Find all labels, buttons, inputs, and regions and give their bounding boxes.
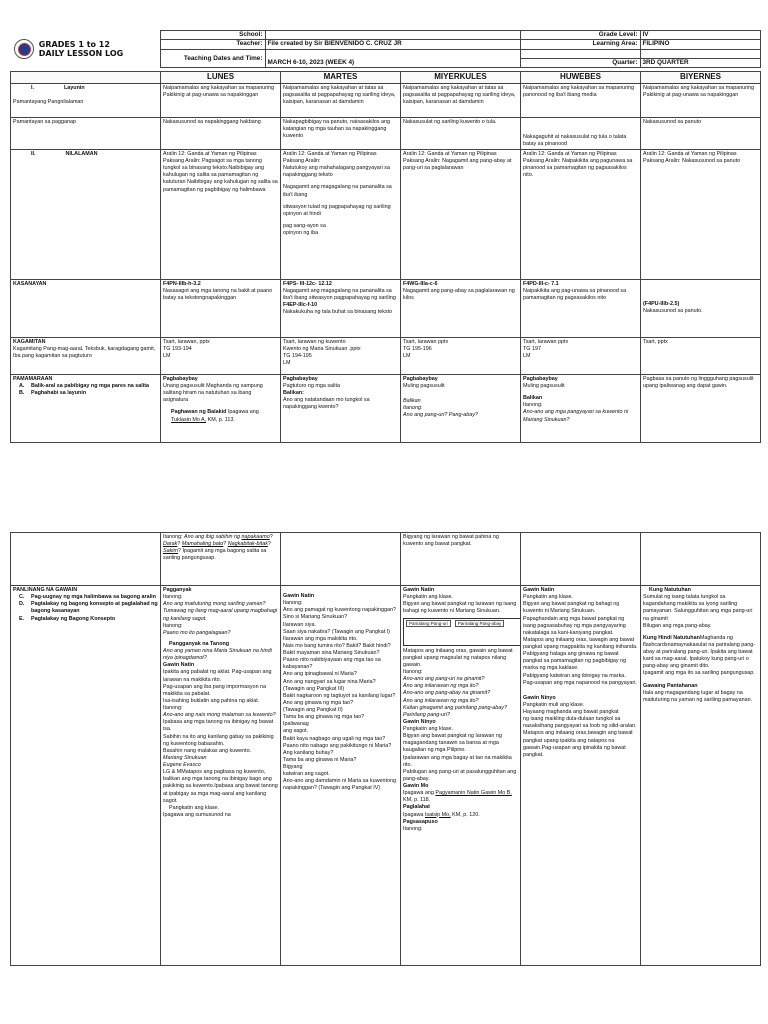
pamamaraan-martes: Pagbabaybay Pagtuturo ng mga salita Balikan: Ano ang natatandaan mo tungkol sa napakinggang kwento? <box>281 374 401 442</box>
pamantayan-martes: Nakapagbibigay na panuto, naisasakilos ang katangian ng mga tauhan sa napakinggang kuwento <box>281 117 401 149</box>
pamantayan-miyerkules: Nakasusulat ng sariling kuwento o tula. <box>401 117 521 149</box>
lesson-log-page-2 <box>10 532 760 966</box>
document-title: GRADES 1 to 12 DAILY LESSON LOG <box>38 39 124 59</box>
layunin-miyerkules: Naipamamalas ang kakayahan at tatas sa pagsasalita at pagpapahayag ng sariling ideya, kaisipan, karanasan at damdamin <box>401 83 521 117</box>
pamamaraan-biyernes: Pagbasa sa panuto ng linggguhang pagsusulit upang ipaliwanag ang dapat gawin. <box>641 374 761 442</box>
teacher-value: File created by Sir BIENVENIDO C. CRUZ JR <box>265 40 520 49</box>
kasanayan-miyerkules: F4WG-IIIa-c-6 Nagagamit ang pang-abay sa paglalarawan ng kilos <box>401 279 521 337</box>
kasanayan-biyernes: (F4PU-IIIb-2.5) Nakasusunod sa panuto. <box>641 279 761 337</box>
row-pamamaraan <box>11 374 761 442</box>
quarter-value: 3RD QUARTER <box>640 58 760 67</box>
cont-lunes: Itanong: Ano ang ibig sabihin ng napakaamo? Darak? Mamahaling bato? Nagkabitak-bitak? Sakim? Ipagamit ang mga bagong salita sa sariling pangungusap. <box>161 533 281 586</box>
teacher-label: Teacher: <box>160 40 265 49</box>
kagamitan-miyerkules: Tsart, larawan pptx TG 195-196 LM <box>401 337 521 374</box>
row-kagamitan <box>11 337 761 374</box>
row-pamantayan <box>11 117 761 149</box>
pamantayan-lunes: Nakasusunod sa napakinggang hakbang <box>161 117 281 149</box>
nilalaman-label: II. NILALAMAN <box>11 149 161 279</box>
kagamitan-label: KAGAMITAN Kagamitang Pang-mag-aaral, Teksbuk, karagdagang gamit, Iba pang kagamitan sa pagtuturo <box>11 337 161 374</box>
area-label: Learning Area: <box>520 40 640 49</box>
day-miyerkules: MIYERKULES <box>401 72 521 84</box>
pamantayan-huwebes: Nakagaguhit at nakasusulat ng tula o talata batay sa pinanood <box>521 117 641 149</box>
nilalaman-lunes: Aralin 12: Ganda at Yaman ng Pilipinas Paksang Aralin: Pagsagot sa mga tanong tungkol sa binasang teksto.Naibibigay ang kahulugan ng salita sa pamamagitan ng katuturan Naibibigay ang kahulugan ng salita sa pamamagitan ng pagbibigay ng halimbawa <box>161 149 281 279</box>
row-continuation <box>11 533 761 586</box>
kagamitan-martes: Tsart, larawan ng kuwento Kwento ng Maria Sinukuan .pptx TG 194-195 LM <box>281 337 401 374</box>
layunin-martes: Naipamamalas ang kakayahan at tatas sa pagsasalita at pagpapahayag ng sariling ideya, kaisipan, karanasan at damdamin <box>281 83 401 117</box>
panlinang-label: PANLINANG NA GAWAIN C. Pag-uugnay ng mga halimbawa sa bagong aralin D. Pagtalakay ng bagong konsepto at paglalahad ng bagong kasanayan E. Pagtalakay ng Bagong Konsepto <box>11 586 161 966</box>
dates-value: MARCH 6-10, 2023 (WEEK 4) <box>265 49 520 67</box>
nilalaman-biyernes: Aralin 12: Ganda at Yaman ng Pilipinas Paksang Aralin: Nakasusunod sa panuto <box>641 149 761 279</box>
layunin-huwebes: Naipamamalas ang kakayahan sa mapanuring panonood ng iba't ibang media <box>521 83 641 117</box>
grade-value: IV <box>640 31 760 40</box>
school-label: School: <box>160 31 265 40</box>
nilalaman-martes: Aralin 12: Ganda at Yaman ng Pilipinas Paksang Aralin: Natutukoy ang mahahalagang pangyayari sa napakinggang teksto Nagagamit ang magagalang na pananalita sa iba't ibang sitwasyon tulad ng pagpapahayag ng sariling opinyon at hindi pag sang-ayon sa opinyon ng iba <box>281 149 401 279</box>
panlinang-biyernes: Kung Natutuhan Sumulat ng isang talata tungkol sa kagandahang makikita sa iyong sariling pamayanan. Salungguhitan ang mga pang-uri na ginamit Bilugan ang mga pang-abay. Kung Hindi NatutuhanMaghanda ng flashcardsnamaynakasulat na pariralang pang-abay at pariralang pang-uri. Ipakita ang bawat kard sa mag-aaral. Ipatukoy kung pang-uri o pang-abay ang ginamit dito. Ipagamit ang mga ito sa sariling pangungusap. Gawaing Pantahanan Itala ang magagandang lugar at bagay na maituturing na yaman ng sariling pamayanan. <box>641 586 761 966</box>
row-kasanayan <box>11 279 761 337</box>
pamantayan-label: Pamantayan sa pagganap <box>11 117 161 149</box>
quarter-label: Quarter: <box>520 58 640 67</box>
kasanayan-martes: F4PS- III-12c- 12.12 Nagagamit ang magagalang na pananalita sa iba't ibang sitwasyon pagpapahayag ng sariling F4EP-IIIc-f-10 Nakakukuha ng tala buhat sa binasang teksto <box>281 279 401 337</box>
pamamaraan-lunes: Pagbabaybay Unang pagsusulit Maghanda ng sampung salitang hiram na natutuhan sa ibang asignatura Paghawan ng Balakid Ipagawa ang Tuklasin Mo A, KM, p. 113. <box>161 374 281 442</box>
kagamitan-biyernes: Tsart, pptx <box>641 337 761 374</box>
kasanayan-huwebes: F4PD-III-c- 7.1 Naipakikita ang pag-unawa sa pinanood sa pamamagitan ng pagsasakilos nito <box>521 279 641 337</box>
pang-uri-column-header: Pariralang Pang-uri <box>406 620 451 628</box>
pamamaraan-label: PAMAMARAAN A. Balik-aral sa pabibigay ng mga pares na salita B. Paghahabi sa layunin <box>11 374 161 442</box>
layunin-biyernes: Naipamamalas ang kakayahan sa mapanuring Pakikinig at pag-unawa sa napakinggan <box>641 83 761 117</box>
pang-uri-pang-abay-table <box>403 618 521 646</box>
panlinang-huwebes: Gawin Natin Pangkatin ang klase. Bigyan ang bawat pangkat ng bahagi ng kuwento ni Mariang Sinukuan. Papaghandain ang mga bawat pangkat ng isang pagsasabuhay ng mga pangyayaring nakatalaga sa kani-kaniyang pangkat. Matapos ang inilaang oras, tawagin ang bawat pangkat upang magpakita ng kanilang inihanda. Pabigyang halaga ang ginawa ng bawat pangkat sa pamamagitan ng pagbibigay ng marka ng mga kaklase. Pabigyang katwiran ang ibinigay na marka. Pag-usapan ang mga napanood na pangyayari. Gawin Ninyo Pangkatin muli ang klase. Hayaang maghanda ang bawat pangkat ng isang maikling dula-dulaan tungkol sa nasaksihang pangyayari sa loob ng silid-aralan. Matapos ang inilaang oras,tawagin ang bawat pangkat upang ipakita ang natapos na gawain.Pag-usapan ang ipinakita ng bawat pangkat. <box>521 586 641 966</box>
kasanayan-label: KASANAYAN <box>11 279 161 337</box>
lesson-table-2 <box>10 532 761 966</box>
layunin-label: I. Layunin Pamantayang Pangnilalaman <box>11 83 161 117</box>
kagamitan-huwebes: Tsart, larawan pptx TG 197 LM <box>521 337 641 374</box>
area-value: FILIPINO <box>640 40 760 49</box>
pang-abay-column-header: Pariralang Pang-abay <box>455 620 505 628</box>
lesson-table-1 <box>10 71 761 443</box>
kagamitan-lunes: Tsart, larawan, pptx TG 193-194 LM <box>161 337 281 374</box>
pamamaraan-miyerkules: Pagbabaybay Muling pagsusulit Balikan Itanong: Ano ang pang-uri? Pang-abay? <box>401 374 521 442</box>
row-nilalaman <box>11 149 761 279</box>
header-logo-cell <box>10 31 160 68</box>
cont-miyerkules: Bigyang ng larawan ng bawat pahina ng kuwento ang bawat pangkat. <box>401 533 521 586</box>
row-layunin <box>11 83 761 117</box>
deped-seal-logo <box>14 39 34 59</box>
header-table <box>10 30 761 68</box>
pamamaraan-huwebes: Pagbabaybay Muling pagsusulit Balikan Itanong: Ano-ano ang mga pangyayari sa kuwento ni Mariang Sinukuan? <box>521 374 641 442</box>
panlinang-lunes: Pagganyak Itanong: Ano ang maituturing mong sariling yaman? Tumawag ng ilang mag-aaral upang magbahagi ng kanilang sagot. Itanong: Paano mo ito pangalagaan? Pangganyak na Tanong Ano ang yaman nina Maria Sinukuan na hindi niya ipinagdamot? Gawin Natin Ipakita ang pabalat ng aklat. Pag-usapan ang larawan na makikita rito. Pag-usapan ang iba pang impormasyon na makikita sa pabalat. Isa-isahing buklatin ang pahina ng aklat. Itanong: Ano-ano ang nais mong malaman sa kuwento? Ipabasa ang mga tanong na ibinigay ng bawat isa. Sabihin na ito ang kanilang gabay sa pakikinig ng kuwentong babasahin. Basahin nang malakas ang kuwento. Mariang Sinukuan Eugene Evasco LG & MMatapos ang pagbasa ng kuwento, balikan ang mga tanong na ibinigay bago ang pakikinig sa kuwento.Ipabasa ang bawat tanong at ipabigay sa mga mag-aaral ang kanilang sagot. Pangkatin ang klase. Ipagawa ang sumusunod na <box>161 586 281 966</box>
layunin-lunes: Naipamamalas ang kakayahan sa mapanuring Pakikinig at pag-unawa sa napakinggan <box>161 83 281 117</box>
nilalaman-huwebes: Aralin 12: Ganda at Yaman ng Pilipinas Paksang Aralin: Naipakikita ang pagunawa sa pinanood sa pamamagitan ng pagsasakilos nito. <box>521 149 641 279</box>
lesson-log-page-1 <box>10 30 760 443</box>
row-panlinang <box>11 586 761 966</box>
day-huwebes: HUWEBES <box>521 72 641 84</box>
school-value <box>265 31 520 40</box>
day-biyernes: BIYERNES <box>641 72 761 84</box>
kasanayan-lunes: F4PN-IIIb-h-3.2 Nasasagot ang mga tanong na bakit at paano batay sa tekstongnapakinggan <box>161 279 281 337</box>
nilalaman-miyerkules: Aralin 12: Ganda at Yaman ng Pilipinas Paksang Aralin: Nagagamit ang pang-abay at pang-uri sa paglalarawan <box>401 149 521 279</box>
panlinang-miyerkules: Gawin Natin Pangkatin ang klase. Bigyan ang bawat pangkat ng larawan ng isang bahagi ng kuwento ni Mariang Sinukuan. Pariralang Pang-uri Pariralang Pang-abay Matapos ang inilaang oras, gawain ang bawat pangkat upang magsulat ng natapos nilang gawain. Itanong: Ano-ano ang pang-uri na ginamit? Ano ang inilarawan ng mga ito? Ano-ano ang pang-abay na ginamit? Ano ang inilarawan ng mga ito? Kailan ginagamit ang paririlang pang-abay? Paririlang pang-uri? Gawin Ninyo Pangkatin ang klase. Bigyan ang bawat pangkat ng larawan ng magagandang tanawin sa bansa at mga kaugalian ng mga Pilipino. Ipalarawan ang mga bagay at tao na makikita rito. Pabilugan ang pang-uri at pasalungguhitan ang pang-abay. Gawin Mo Ipagawa ang Pagyamanin Natin Gawin Mo B, KM, p. 118. Paglalahat Ipagawa Isaisip Mo, KM, p. 120. Pagsasapuso Itanong: <box>401 586 521 966</box>
pamantayan-biyernes: Nakasusunod sa panuto <box>641 117 761 149</box>
days-header-row <box>11 72 761 84</box>
grade-label: Grade Level: <box>520 31 640 40</box>
panlinang-martes: Gawin Natin Itanong: Ano ang pamagat ng kuwentong napakinggan? Sino si Mariang Sinukuan? Ilarawan siya. Saan siya nakatira? (Tawagin ang Pangkat I) Ilarawan ang mga makikita rito. Nais mo bang tumira rito? Bakit? Bakit hindi? Bakit mayaman sina Mariang Sinukuan? Paano nito nabibiyayaan ang mga tao sa kabayanan? Ano ang ipinagbawal ni Maria? Ano ang nangyari sa lugar nina Maria? (Tawagin ang Pangkat III) Bakit nagkaroon ng tagtuyot sa kanilang lugar? Ano ang ginawa ng mga tao? (Tawagin ang Pangkat II) Tama ba ang ginawa ng mga tao? Ipaliwanag ang sagot. Bakit kaya nagbago ang ugali ng mga tao? Paano nito nabago ang pakikitungo ni Maria? Ang kanilang buhay? Tama ba ang ginawa ni Maria? Bigyang katwiran ang sagot. Ano-ano ang damdamin ni Maria sa kuwentong napakinggan? (Tawagin ang Pangkat IV) <box>281 586 401 966</box>
day-martes: MARTES <box>281 72 401 84</box>
dates-label: Teaching Dates and Time: <box>160 49 265 67</box>
day-lunes: LUNES <box>161 72 281 84</box>
